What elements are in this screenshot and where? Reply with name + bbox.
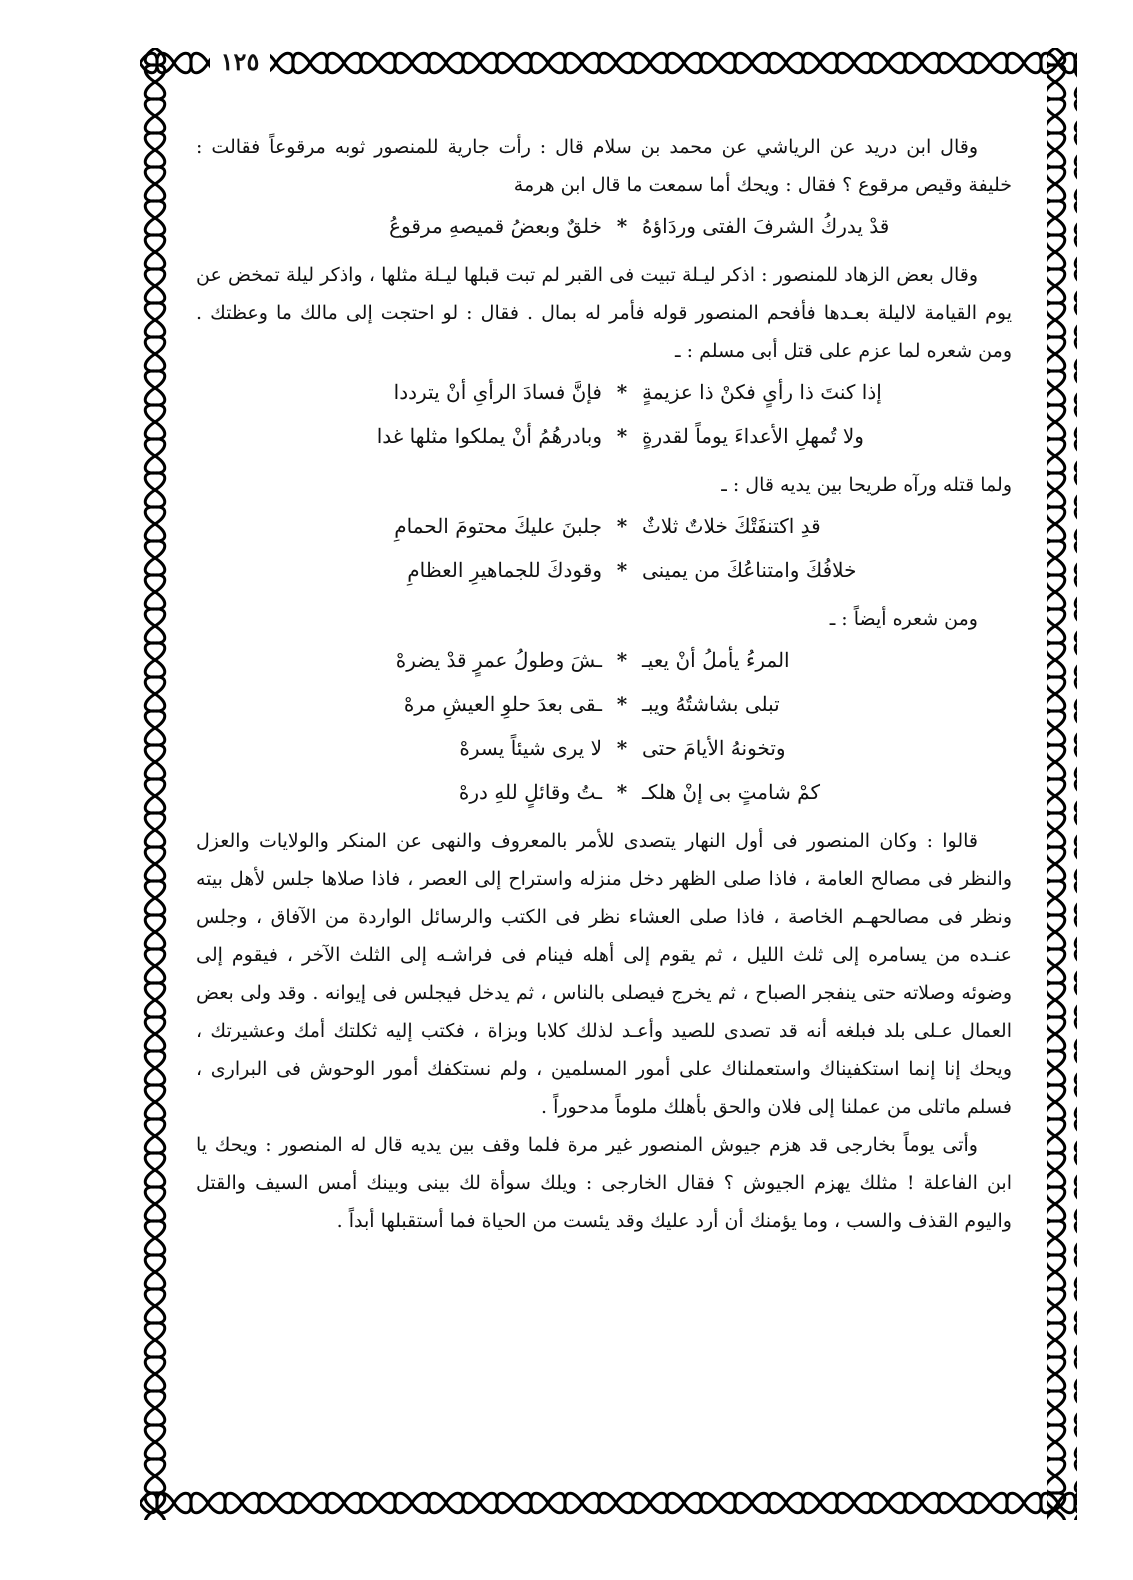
verse-separator: *: [616, 648, 628, 672]
paragraph: وأتى يوماً بخارجى قد هزم جيوش المنصور غير مرة فلما وقف بين يديه قال له المنصور : ويحك يا ابن الفاعلة ! مثلك يهزم الجيوش ؟ فقال الخارجى : ويلك سوأة لك بينى وبينك أمس السيف والقتل واليوم القذف والسب ، وما يؤمنك أن أرد عليك وقد يئست من الحياة فما أستقبلها أبداً .: [196, 1134, 1012, 1232]
verse-separator: *: [616, 214, 628, 238]
paragraph: ومن شعره أيضاً : ـ: [829, 608, 978, 630]
verse-first-hemistich: تبلى بشاشتُهُ ويبـ: [642, 692, 780, 716]
verse-first-hemistich: وتخونهُ الأيامَ حتى: [642, 736, 786, 760]
verse: [196, 204, 942, 248]
verse-second-hemistich: لا يرى شيئاً يسرهْ: [459, 736, 602, 760]
verse: [196, 726, 882, 770]
poem: [196, 370, 1012, 458]
verse-separator: *: [616, 780, 628, 804]
verse-first-hemistich: ولا تُمهلِ الأعداءَ يوماً لقدرةٍ: [642, 424, 864, 448]
verse-first-hemistich: كمْ شامتٍ بى إنْ هلكـ: [642, 780, 821, 804]
verse-separator: *: [616, 692, 628, 716]
paragraph: قالوا : وكان المنصور فى أول النهار يتصدى للأمر بالمعروف والنهى عن المنكر والولايات والعزل والنظر فى مصالح العامة ، فاذا صلى الظهر دخل منزله واستراح إلى العصر ، فاذا صلاها جلس لأهل بيته ونظر فى مصالحهـم الخاصة ، فاذا صلى العشاء نظر فى الكتب والرسائل الواردة من الآفاق ، وجلس عنـده من يسامره إلى ثلث الليل ، ثم يقوم إلى أهله فينام فى فراشـه إلى الثلث الآخر ، فيقوم إلى وضوئه وصلاته حتى ينفجر الصباح ، ثم يخرج فيصلى بالناس ، ثم يدخل فيجلس فى إيوانه . وقد ولى بعض العمال عـلى بلد فبلغه أنه قد تصدى للصيد وأعـد لذلك كلابا وبزاة ، فكتب إليه ثكلتك أمك وعشيرتك ، ويحك إنا إنما استكفيناك واستعملناك على أمور المسلمين ، ولم نستكفك أمور الوحوش فى البرارى ، فسلم ماتلى من عملنا إلى فلان والحق بأهلك ملوماً مدحوراً .: [196, 830, 1012, 1118]
paragraph: وقال ابن دريد عن الرياشي عن محمد بن سلام قال : رأت جارية للمنصور ثوبه مرقوعاً فقالت : خليفة وقيص مرقوع ؟ فقال : ويحك أما سمعت ما قال ابن هرمة: [196, 136, 1012, 196]
verse-second-hemistich: ـتُ وقائلٍ للهِ درهْ: [458, 780, 602, 804]
page-number: ١٢٥: [210, 42, 270, 82]
verse-second-hemistich: وقودكَ للجماهيرِ العظامِ: [407, 558, 602, 582]
verse-separator: *: [616, 514, 628, 538]
poem: [196, 204, 1012, 248]
verse-first-hemistich: قدِ اكتنفَتْكَ خلاتٌ ثلاثٌ: [642, 514, 821, 538]
verse-first-hemistich: خلافُكَ وامتناعُكَ من يمينى: [642, 558, 857, 582]
verse-second-hemistich: وبادرهُمُ أنْ يملكوا مثلها غدا: [376, 424, 602, 448]
verse: [196, 638, 882, 682]
verse-first-hemistich: المرءُ يأملُ أنْ يعيـ: [642, 648, 790, 672]
verse-second-hemistich: فإنَّ فسادَ الرأىِ أنْ يترددا: [393, 380, 602, 404]
verse: [196, 770, 882, 814]
verse-second-hemistich: جلبنَ عليكَ محتومَ الحمامِ: [394, 514, 602, 538]
verse: [196, 548, 942, 592]
verse: [196, 504, 942, 548]
verse: [196, 414, 942, 458]
verse-first-hemistich: قدْ يدركُ الشرفَ الفتى وردَاؤهُ: [642, 214, 890, 238]
paragraph: ولما قتله ورآه طريحا بين يديه قال : ـ: [721, 474, 1012, 496]
verse-separator: *: [616, 736, 628, 760]
verse-separator: *: [616, 558, 628, 582]
verse-second-hemistich: خلقٌ وبعضُ قميصهِ مرقوعُ: [389, 214, 602, 238]
verse-separator: *: [616, 380, 628, 404]
poem: [196, 504, 1012, 592]
page-body: [196, 128, 1012, 1448]
paragraph: وقال بعض الزهاد للمنصور : اذكر ليـلة تبيت فى القبر لم تبت قبلها ليـلة مثلها ، واذكر ليلة تمخض عن يوم القيامة لاليلة بعـدها فأفحم المنصور قوله فأمر له بمال . فقال : لو احتجت إلى مالك ما وعظتك . ومن شعره لما عزم على قتل أبى مسلم : ـ: [196, 264, 1012, 362]
verse: [196, 370, 942, 414]
verse-separator: *: [616, 424, 628, 448]
verse: [196, 682, 882, 726]
verse-second-hemistich: ـشَ وطولُ عمرٍ قدْ يضرهْ: [395, 648, 602, 672]
verse-first-hemistich: إذا كنتَ ذا رأىٍ فكنْ ذا عزيمةٍ: [642, 380, 882, 404]
poem: [196, 638, 1012, 814]
verse-second-hemistich: ـقى بعدَ حلوِ العيشِ مرهْ: [403, 692, 602, 716]
